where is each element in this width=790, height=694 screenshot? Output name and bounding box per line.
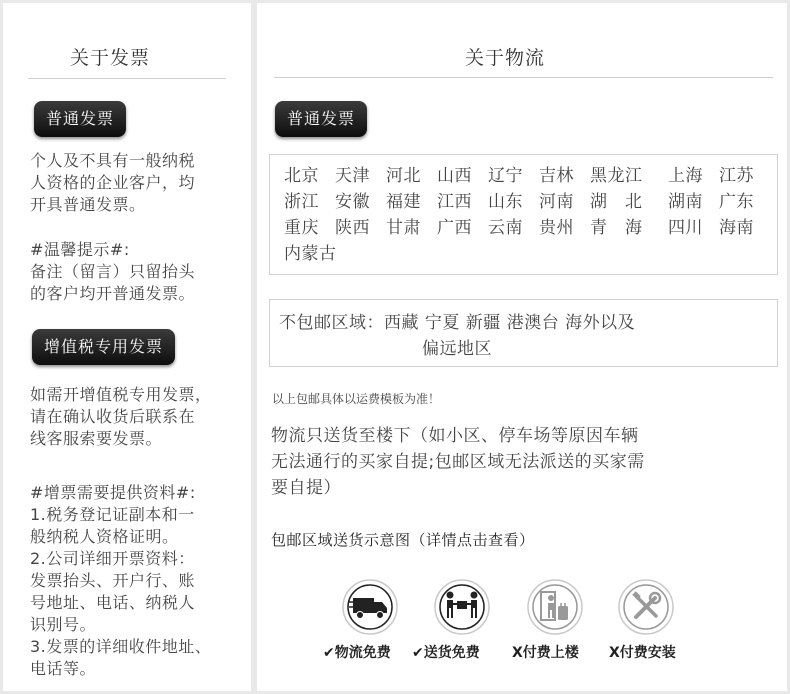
shipping-template-note: 以上包邮具体以运费模板为准！ xyxy=(272,392,441,406)
text-line: 线客服索要发票。 xyxy=(30,429,163,448)
delivery-diagram-title[interactable]: 包邮区域送货示意图（详情点击查看） xyxy=(271,531,535,549)
region-item: 安徽 xyxy=(335,192,370,212)
text-line: 电话等。 xyxy=(30,659,97,678)
free-shipping-region-list xyxy=(284,163,774,267)
excluded-regions-line: 西藏 宁夏 新疆 港澳台 海外以及 xyxy=(384,313,636,333)
region-row xyxy=(284,215,774,241)
text-line: 开具普通发票。 xyxy=(30,195,146,214)
region-item: 四川 xyxy=(668,218,703,238)
warm-tip-heading: #温馨提示#: xyxy=(30,240,130,259)
region-item: 湖南 xyxy=(668,192,703,212)
region-item: 黑龙江 xyxy=(590,166,643,186)
vat-invoice-description xyxy=(30,384,212,450)
free-delivery-label: ✔送货免费 xyxy=(412,645,480,661)
region-item: 海南 xyxy=(719,218,754,238)
vat-requirements-heading: #增票需要提供资料#: xyxy=(30,483,196,502)
text-line: 识别号。 xyxy=(30,615,97,634)
region-item: 天津 xyxy=(335,166,370,186)
region-item: 内蒙古 xyxy=(284,244,337,264)
warm-tip xyxy=(30,239,195,305)
region-item: 辽宁 xyxy=(488,166,523,186)
handover-icon xyxy=(433,578,491,636)
region-item: 江苏 xyxy=(719,166,754,186)
excluded-regions-label: 不包邮区域： xyxy=(279,313,384,333)
region-item: 广西 xyxy=(437,218,472,238)
paid-upstairs-label: X付费上楼 xyxy=(512,645,579,661)
region-item: 云南 xyxy=(488,218,523,238)
invoice-panel-title: 关于发票 xyxy=(70,47,151,69)
vat-invoice-tag: 增值税专用发票 xyxy=(32,329,175,365)
region-item: 山西 xyxy=(437,166,472,186)
tools-icon xyxy=(617,578,675,636)
region-item: 福建 xyxy=(386,192,421,212)
region-item: 湖 北 xyxy=(590,192,643,212)
region-row xyxy=(284,241,774,267)
delivery-policy xyxy=(271,423,645,501)
region-item: 河南 xyxy=(539,192,574,212)
logistics-normal-invoice-tag: 普通发票 xyxy=(275,101,367,137)
region-item: 广东 xyxy=(719,192,754,212)
region-item: 河北 xyxy=(386,166,421,186)
text-line: 请在确认收货后联系在 xyxy=(30,407,196,426)
text-line: 要自提） xyxy=(271,478,341,498)
delivery-truck-icon xyxy=(341,578,399,636)
region-item: 吉林 xyxy=(539,166,574,186)
text-line: 2.公司详细开票资料： xyxy=(30,549,195,568)
text-line: 的客户均开普通发票。 xyxy=(30,284,196,303)
region-item: 重庆 xyxy=(284,218,319,238)
region-item: 青 海 xyxy=(590,218,643,238)
text-line: 备注（留言）只留抬头 xyxy=(30,262,196,281)
region-item: 上海 xyxy=(668,166,703,186)
region-item: 甘肃 xyxy=(386,218,421,238)
region-item: 浙江 xyxy=(284,192,319,212)
upstairs-icon xyxy=(526,578,584,636)
region-row xyxy=(284,163,774,189)
text-line: 发票抬头、开户行、账 xyxy=(30,571,196,590)
normal-invoice-tag: 普通发票 xyxy=(34,101,126,137)
region-row xyxy=(284,189,774,215)
region-item: 贵州 xyxy=(539,218,574,238)
logistics-title-divider xyxy=(274,77,773,78)
text-line: 如需开增值税专用发票， xyxy=(30,385,212,404)
region-item: 山东 xyxy=(488,192,523,212)
text-line: 人资格的企业客户，均 xyxy=(30,173,196,192)
free-logistics-label: ✔物流免费 xyxy=(323,645,391,661)
text-line: 物流只送货至楼下（如小区、停车场等原因车辆 xyxy=(271,426,639,446)
text-line: 号地址、电话、纳税人 xyxy=(30,593,196,612)
region-item: 陕西 xyxy=(335,218,370,238)
text-line: 3.发票的详细收件地址、 xyxy=(30,637,212,656)
text-line: 般纳税人资格证明。 xyxy=(30,527,179,546)
excluded-regions xyxy=(279,310,635,336)
paid-installation-label: X付费安装 xyxy=(609,645,676,661)
text-line: 无法通行的买家自提;包邮区域无法派送的买家需 xyxy=(271,452,645,472)
excluded-regions-line: 偏远地区 xyxy=(422,339,492,359)
logistics-panel-title: 关于物流 xyxy=(465,47,546,69)
vat-requirements xyxy=(30,482,211,680)
invoice-title-divider xyxy=(28,78,226,79)
region-item: 北京 xyxy=(284,166,319,186)
text-line: 1.税务登记证副本和一 xyxy=(30,505,195,524)
text-line: 个人及不具有一般纳税 xyxy=(30,151,196,170)
region-item: 江西 xyxy=(437,192,472,212)
normal-invoice-description xyxy=(30,150,195,216)
